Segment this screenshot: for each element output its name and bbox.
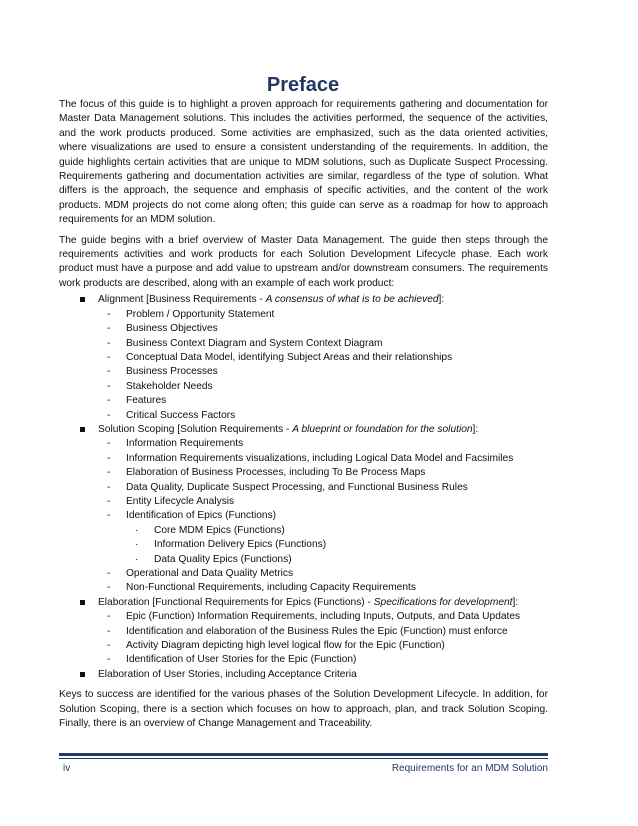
list-item: - Business Processes xyxy=(107,366,218,378)
list-item-user-stories: Elaboration of User Stories, including Acceptance Criteria xyxy=(59,668,548,682)
overview-paragraph: The guide begins with a brief overview of Master Data Management. The guide then steps through the requirements activities and work products for each Solution Development Lifecycle phase. Each work product must have a purpose and add value to upstream and/or downstream consumers. The requirements work products are described, along with an example of each work product: xyxy=(59,234,548,289)
page-title: Preface xyxy=(266,74,340,96)
document-body xyxy=(59,98,548,737)
page-number: iv xyxy=(63,763,71,774)
list-item: - Stakeholder Needs xyxy=(107,380,213,392)
list-item: · Information Delivery Epics (Functions) xyxy=(135,539,327,551)
list-item: - Identification and elaboration of the Business Rules the Epic (Function) must enforce xyxy=(107,625,508,637)
list-item: - Business Objectives xyxy=(107,323,218,335)
footer-rule-thin xyxy=(59,758,548,759)
list-item: - Data Quality, Duplicate Suspect Processing, and Functional Business Rules xyxy=(107,481,468,493)
list-item: - Information Requirements visualizations, including Logical Data Model and Facsimiles xyxy=(107,452,514,464)
list-item: - Problem / Opportunity Statement xyxy=(107,308,275,320)
alignment-sublist xyxy=(98,308,548,423)
intro-paragraph: The focus of this guide is to highlight a proven approach for requirements gathering and documentation for Master Data Management solutions. This includes the activities performed, the sequence of the activities, and the work products produced. Some activities are emphasized, such as the data oriented activities, where visualizations are used to ensure a consistent understanding of the requirements. In addition, the guide highlights certain activities that are unique to MDM solutions, such as Duplicate Suspect Processing. Requirements gathering and documentation activities are similar, regardless of the type of solution. What differs is the approach, the sequence and emphasis of specific activities, and the content of the work products. MDM projects do not come along often; this guide can serve as a roadmap for how to approach requirements for an MDM solution. xyxy=(59,99,548,226)
closing-paragraph: Keys to success are identified for the various phases of the Solution Development Lifecycle. In addition, for Solution Scoping, there is a section which focuses on how to approach, plan, and track Solution Scoping. Finally, there is an overview of Change Management and Traceability. xyxy=(59,689,548,730)
list-item: - Activity Diagram depicting high level logical flow for the Epic (Function) xyxy=(107,640,445,652)
list-item: - Elaboration of Business Processes, including To Be Process Maps xyxy=(107,467,426,479)
footer-rule xyxy=(59,753,548,756)
list-item-elaboration: Elaboration [Functional Requirements for Epics (Functions) - Specifications for development]: - Epic (Function) Information Requirements, including Inputs, Outputs, and Data Updates - Identification and elaboration of the Business Rules the Epic (Function) must enforce - Activity Diagram depicting high level logical flow for the Epic (Function) - Identification of User Stories for the Epic (Function) xyxy=(59,596,548,668)
list-item: - Business Context Diagram and System Context Diagram xyxy=(107,337,383,349)
square-bullet-icon xyxy=(80,427,85,432)
list-item: · Core MDM Epics (Functions) xyxy=(135,524,285,536)
footer-doc-title: Requirements for an MDM Solution xyxy=(391,763,548,774)
scoping-sublist xyxy=(98,437,548,595)
list-item: - Conceptual Data Model, identifying Subject Areas and their relationships xyxy=(107,351,453,363)
list-item: - Identification of User Stories for the Epic (Function) xyxy=(107,654,357,666)
epics-sublist xyxy=(126,524,548,567)
list-item: - Non-Functional Requirements, including Capacity Requirements xyxy=(107,582,416,594)
square-bullet-icon xyxy=(80,672,85,677)
list-item: · Data Quality Epics (Functions) xyxy=(135,553,292,565)
list-item: - Critical Success Factors xyxy=(107,409,236,421)
list-item: - Entity Lifecycle Analysis xyxy=(107,495,235,507)
square-bullet-icon xyxy=(80,600,85,605)
list-item: - Identification of Epics (Functions) · Core MDM Epics (Functions) · Information Delivery Epics (Functions) · Data Quality Epics (Functions) xyxy=(98,509,548,567)
phase-list xyxy=(59,293,548,682)
list-item: - Operational and Data Quality Metrics xyxy=(107,568,294,579)
square-bullet-icon xyxy=(80,297,85,302)
list-item-alignment: Alignment [Business Requirements - A consensus of what is to be achieved]: - Problem / Opportunity Statement - Business Objectives - Business Context Diagram and System Context Diagram - Conceptual Data Model, identifying Subject Areas and their relationships - Business Processes - Stakeholder Needs - Features - Critical Success Factors xyxy=(59,293,548,423)
list-item-solution-scoping: Solution Scoping [Solution Requirements - A blueprint or foundation for the solution]: - Information Requirements - Information Requirements visualizations, including Logical Data Model and Facsimiles - Elaboration of Business Processes, including To Be Process Maps - Data Quality, Duplicate Suspect Processing, and Functional Business Rules - Entity Lifecycle Analysis - Identification of Epics (Functions) · Core MDM Epics (Functions) · Information Delivery Epics (Functions) · Data Quality Epics (Functions) - Operational and Data Quality Metrics - Non-Functional Requirements, including Capacity Requirements xyxy=(59,423,548,596)
elaboration-sublist xyxy=(98,610,548,668)
list-item: - Information Requirements xyxy=(107,438,244,450)
list-item: - Features xyxy=(107,395,167,407)
list-item: - Epic (Function) Information Requirements, including Inputs, Outputs, and Data Updates xyxy=(107,611,521,623)
